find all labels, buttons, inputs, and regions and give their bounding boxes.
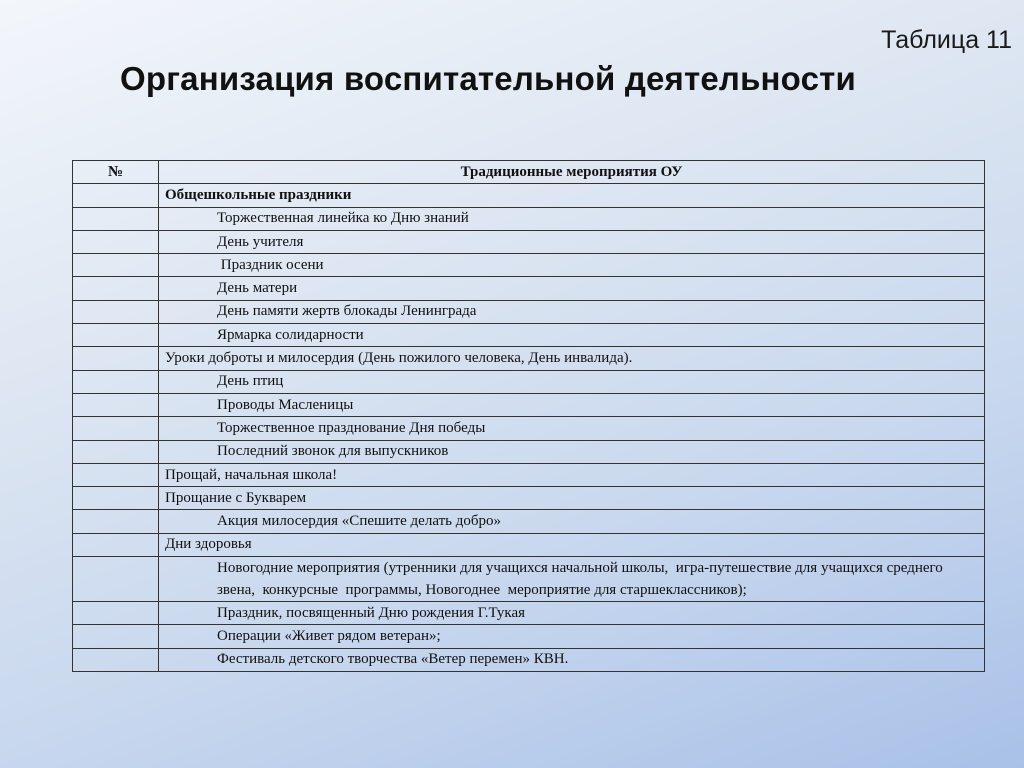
table-row — [73, 463, 985, 486]
table-row — [73, 557, 985, 602]
row-number-cell — [73, 625, 159, 648]
table-row — [73, 277, 985, 300]
event-name-cell: Прощание с Букварем — [159, 487, 985, 510]
row-number-cell — [73, 417, 159, 440]
row-number-cell — [73, 463, 159, 486]
event-name-cell: День памяти жертв блокады Ленинграда — [159, 300, 985, 323]
table-row — [73, 602, 985, 625]
event-name-cell: Общешкольные праздники — [159, 184, 985, 207]
event-name-cell: Фестиваль детского творчества «Ветер перемен» КВН. — [159, 648, 985, 671]
table-row — [73, 370, 985, 393]
event-name-cell: Уроки доброты и милосердия (День пожилого человека, День инвалида). — [159, 347, 985, 370]
event-name-cell: День птиц — [159, 370, 985, 393]
table-header-row — [73, 161, 985, 184]
event-name-cell: Акция милосердия «Спешите делать добро» — [159, 510, 985, 533]
column-header-number: № — [73, 161, 159, 184]
table-row — [73, 533, 985, 556]
table-row — [73, 230, 985, 253]
event-name-cell: Новогодние мероприятия (утренники для учащихся начальной школы, игра-путешествие для учащихся среднего звена, конкурсные программы, Новогоднее мероприятие для старшеклассников); — [159, 557, 985, 602]
row-number-cell — [73, 300, 159, 323]
row-number-cell — [73, 510, 159, 533]
event-name-cell: Дни здоровья — [159, 533, 985, 556]
table-row — [73, 487, 985, 510]
row-number-cell — [73, 347, 159, 370]
row-number-cell — [73, 230, 159, 253]
event-name-cell: Торжественное празднование Дня победы — [159, 417, 985, 440]
row-number-cell — [73, 184, 159, 207]
table-row — [73, 510, 985, 533]
row-number-cell — [73, 557, 159, 602]
column-header-events: Традиционные мероприятия ОУ — [159, 161, 985, 184]
row-number-cell — [73, 533, 159, 556]
event-name-cell: Операции «Живет рядом ветеран»; — [159, 625, 985, 648]
table-row — [73, 184, 985, 207]
row-number-cell — [73, 648, 159, 671]
table-row — [73, 393, 985, 416]
row-number-cell — [73, 207, 159, 230]
row-number-cell — [73, 277, 159, 300]
row-number-cell — [73, 370, 159, 393]
event-name-cell: День учителя — [159, 230, 985, 253]
events-table — [72, 160, 985, 672]
event-name-cell: Праздник осени — [159, 254, 985, 277]
table-row — [73, 254, 985, 277]
row-number-cell — [73, 602, 159, 625]
event-name-cell: Проводы Масленицы — [159, 393, 985, 416]
table-body — [73, 184, 985, 672]
row-number-cell — [73, 254, 159, 277]
event-name-cell: Торжественная линейка ко Дню знаний — [159, 207, 985, 230]
row-number-cell — [73, 324, 159, 347]
row-number-cell — [73, 487, 159, 510]
table-row — [73, 648, 985, 671]
row-number-cell — [73, 440, 159, 463]
event-name-cell: Прощай, начальная школа! — [159, 463, 985, 486]
table-row — [73, 300, 985, 323]
page-title: Организация воспитательной деятельности — [120, 60, 857, 97]
event-name-cell: Праздник, посвященный Дню рождения Г.Тукая — [159, 602, 985, 625]
table-row — [73, 440, 985, 463]
event-name-cell: Ярмарка солидарности — [159, 324, 985, 347]
event-name-cell: День матери — [159, 277, 985, 300]
table-row — [73, 417, 985, 440]
row-number-cell — [73, 393, 159, 416]
table-row — [73, 625, 985, 648]
table-row — [73, 207, 985, 230]
table-number-label: Таблица 11 — [881, 26, 1012, 54]
table-row — [73, 324, 985, 347]
table-row — [73, 347, 985, 370]
event-name-cell: Последний звонок для выпускников — [159, 440, 985, 463]
